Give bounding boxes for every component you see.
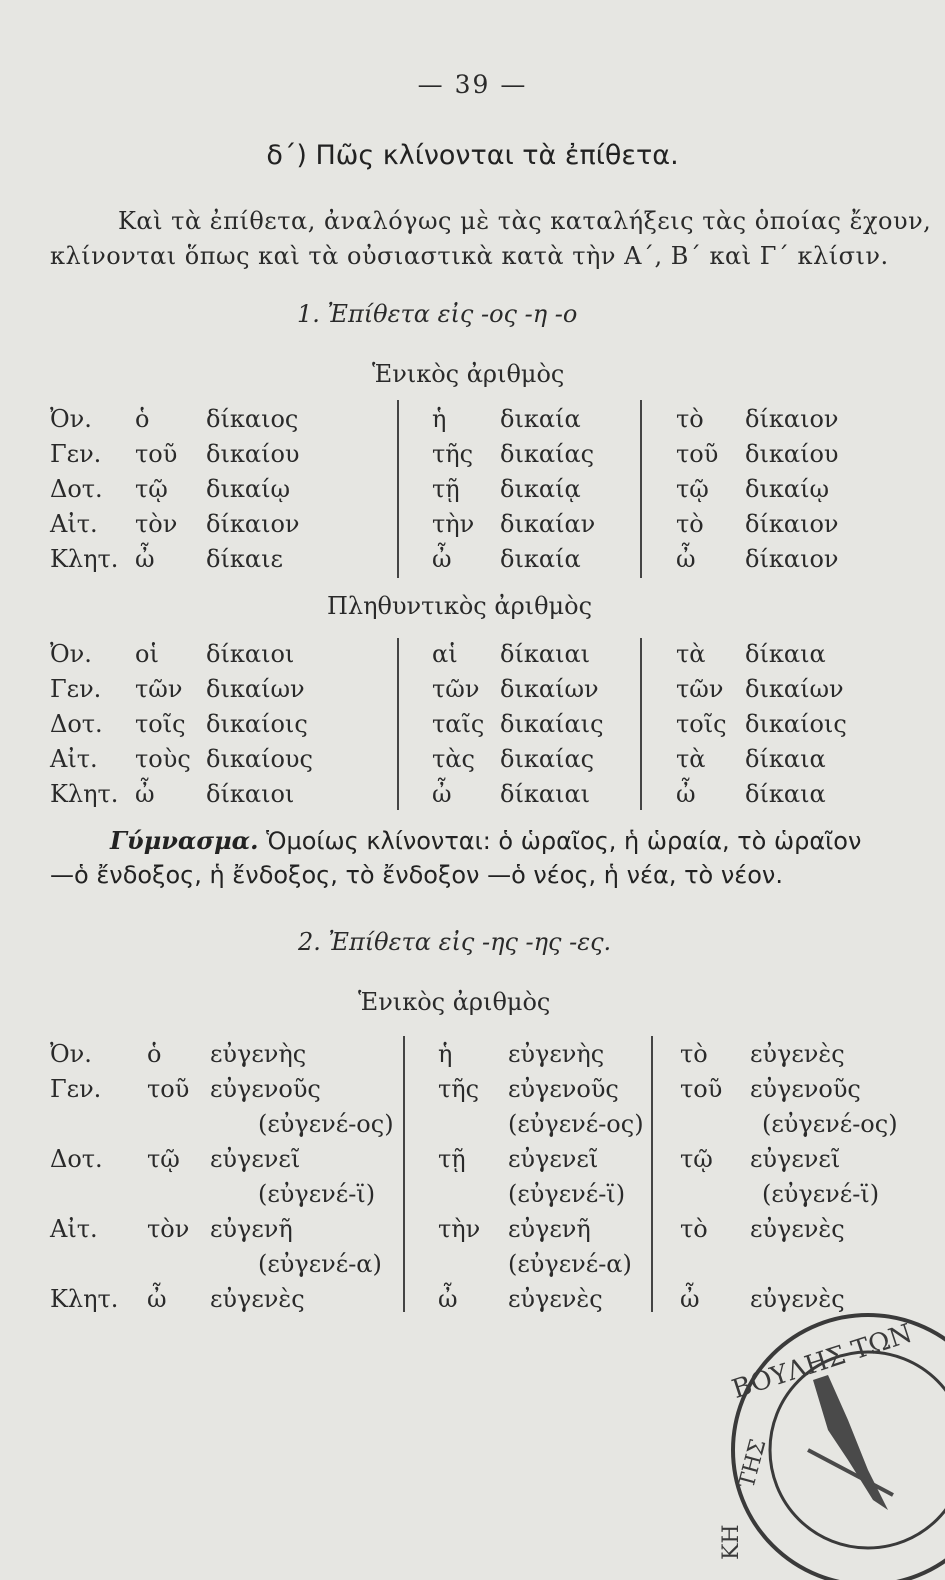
- cell-m_art: τοὺς: [135, 745, 191, 773]
- cell-m: δίκαιος: [206, 405, 299, 433]
- cell-n_art: τὰ: [676, 745, 706, 773]
- cell-n: δίκαιον: [745, 545, 839, 573]
- cell-m: δίκαιον: [206, 510, 300, 538]
- library-stamp: [718, 1300, 945, 1580]
- cell-n: δίκαια: [745, 780, 826, 808]
- cell-m_art: οἱ: [135, 640, 159, 668]
- cell-m: εὐγενῆ: [210, 1215, 293, 1243]
- cell-m_art: τὸν: [147, 1215, 190, 1243]
- cell-m_art: ὦ: [135, 545, 155, 573]
- cell-case: Αἰτ.: [50, 510, 98, 538]
- cell-n: δίκαια: [745, 640, 826, 668]
- cell-n: δικαίοις: [745, 710, 847, 738]
- cell-f: δικαίαις: [500, 710, 604, 738]
- cell-f: εὐγενὲς: [508, 1285, 603, 1313]
- cell-m_art: ὁ: [147, 1040, 162, 1068]
- cell-f: εὐγενῆ: [508, 1215, 591, 1243]
- section1-title: 1. Ἐπίθετα εἰς -ος -η -ο: [297, 300, 578, 328]
- intro-line-1: Καὶ τὰ ἐπίθετα, ἀναλόγως μὲ τὰς καταλήξεις τὰς ὁποίας ἔχουν,: [118, 207, 932, 235]
- cell-m: (εὐγενέ-α): [258, 1250, 382, 1278]
- cell-m_art: ὁ: [135, 405, 150, 433]
- page-number: — 39 —: [417, 70, 528, 99]
- cell-m: (εὐγενέ-ος): [258, 1110, 394, 1138]
- section1-plural-header: Πληθυντικὸς ἀριθμὸς: [327, 592, 593, 620]
- section1-singular-header: Ἑνικὸς ἀριθμὸς: [372, 360, 565, 388]
- cell-n_art: τὸ: [680, 1215, 708, 1243]
- exercise-line-2: —ὁ ἔνδοξος, ἡ ἔνδοξος, τὸ ἔνδοξον —ὁ νέος, ἡ νέα, τὸ νέον.: [50, 861, 783, 889]
- cell-f: δίκαιαι: [500, 640, 591, 668]
- column-divider: [397, 400, 399, 578]
- cell-f_art: τῆς: [432, 440, 474, 468]
- cell-f_art: τῶν: [432, 675, 480, 703]
- cell-f_art: αἱ: [432, 640, 458, 668]
- cell-m: δικαίῳ: [206, 475, 291, 503]
- cell-f: (εὐγενέ-ϊ): [508, 1180, 626, 1208]
- column-divider: [403, 1036, 405, 1312]
- cell-m_art: τοῖς: [135, 710, 186, 738]
- cell-f_art: τὴν: [432, 510, 475, 538]
- cell-f_art: ὦ: [432, 545, 452, 573]
- cell-f_art: ἡ: [438, 1040, 453, 1068]
- cell-n_art: τῶν: [676, 675, 724, 703]
- cell-case: Ὀν.: [50, 1040, 92, 1068]
- column-divider: [651, 1036, 653, 1312]
- cell-f: δικαία: [500, 545, 581, 573]
- cell-m_art: τῶν: [135, 675, 183, 703]
- cell-f: δικαίαν: [500, 510, 596, 538]
- cell-m_art: ὦ: [147, 1285, 167, 1313]
- cell-f: (εὐγενέ-ος): [508, 1110, 644, 1138]
- cell-f: εὐγενοῦς: [508, 1075, 619, 1103]
- cell-m_art: τοῦ: [147, 1075, 190, 1103]
- cell-f: (εὐγενέ-α): [508, 1250, 632, 1278]
- section2-singular-header: Ἑνικὸς ἀριθμὸς: [358, 988, 551, 1016]
- cell-case: Γεν.: [50, 1075, 102, 1103]
- cell-m: εὐγενὲς: [210, 1285, 305, 1313]
- cell-case: Κλητ.: [50, 545, 119, 573]
- cell-m: δικαίοις: [206, 710, 308, 738]
- cell-m: δικαίων: [206, 675, 305, 703]
- cell-n_art: τῷ: [680, 1145, 713, 1173]
- cell-f: εὐγενὴς: [508, 1040, 605, 1068]
- cell-n_art: τὸ: [680, 1040, 708, 1068]
- cell-m: δίκαιε: [206, 545, 283, 573]
- cell-f_art: ὦ: [432, 780, 452, 808]
- cell-n: δικαίων: [745, 675, 844, 703]
- cell-n: (εὐγενέ-ος): [762, 1110, 898, 1138]
- section2-title: 2. Ἐπίθετα εἰς -ης -ης -ες.: [298, 928, 612, 956]
- cell-m: δίκαιοι: [206, 640, 295, 668]
- cell-case: Ὀν.: [50, 405, 92, 433]
- cell-m_art: τῷ: [147, 1145, 180, 1173]
- cell-f_art: τῇ: [432, 475, 460, 503]
- cell-m_art: ὦ: [135, 780, 155, 808]
- cell-n: εὐγενοῦς: [750, 1075, 861, 1103]
- cell-n: δίκαια: [745, 745, 826, 773]
- cell-m_art: τοῦ: [135, 440, 178, 468]
- column-divider: [397, 638, 399, 810]
- cell-m: δίκαιοι: [206, 780, 295, 808]
- column-divider: [640, 638, 642, 810]
- cell-f: δίκαιαι: [500, 780, 591, 808]
- cell-n_art: τοῦ: [680, 1075, 723, 1103]
- cell-m: (εὐγενέ-ϊ): [258, 1180, 376, 1208]
- cell-m_art: τῷ: [135, 475, 168, 503]
- cell-case: Δοτ.: [50, 475, 103, 503]
- cell-n: δίκαιον: [745, 405, 839, 433]
- svg-text:ΤΗΣ: ΤΗΣ: [734, 1436, 772, 1491]
- cell-n: (εὐγενέ-ϊ): [762, 1180, 880, 1208]
- cell-case: Γεν.: [50, 675, 102, 703]
- cell-n: δικαίου: [745, 440, 839, 468]
- section-heading: δ΄) Πῶς κλίνονται τὰ ἐπίθετα.: [266, 140, 679, 171]
- cell-case: Αἰτ.: [50, 1215, 98, 1243]
- cell-case: Γεν.: [50, 440, 102, 468]
- cell-m: δικαίου: [206, 440, 300, 468]
- cell-f: δικαίας: [500, 745, 595, 773]
- cell-case: Αἰτ.: [50, 745, 98, 773]
- cell-f: δικαίας: [500, 440, 595, 468]
- cell-m: εὐγενοῦς: [210, 1075, 321, 1103]
- cell-n_art: τοῦ: [676, 440, 719, 468]
- cell-m: δικαίους: [206, 745, 313, 773]
- cell-case: Κλητ.: [50, 1285, 119, 1313]
- cell-n_art: ὦ: [680, 1285, 700, 1313]
- cell-n_art: τὸ: [676, 510, 704, 538]
- cell-case: Δοτ.: [50, 1145, 103, 1173]
- svg-text:ΚΗ: ΚΗ: [719, 1524, 744, 1560]
- cell-case: Κλητ.: [50, 780, 119, 808]
- cell-f: δικαίᾳ: [500, 475, 581, 503]
- cell-m: εὐγενὴς: [210, 1040, 307, 1068]
- cell-n_art: τὸ: [676, 405, 704, 433]
- cell-m: εὐγενεῖ: [210, 1145, 301, 1173]
- cell-f_art: ταῖς: [432, 710, 485, 738]
- cell-f_art: τῇ: [438, 1145, 466, 1173]
- cell-f_art: ἡ: [432, 405, 447, 433]
- cell-f_art: ὦ: [438, 1285, 458, 1313]
- cell-m_art: τὸν: [135, 510, 178, 538]
- cell-n_art: τὰ: [676, 640, 706, 668]
- cell-f_art: τῆς: [438, 1075, 480, 1103]
- exercise-text-1: Ὁμοίως κλίνονται: ὁ ὡραῖος, ἡ ὡραία, τὸ ὡραῖον: [266, 827, 862, 855]
- column-divider: [640, 400, 642, 578]
- cell-n: εὐγενὲς: [750, 1285, 845, 1313]
- cell-n_art: τῷ: [676, 475, 709, 503]
- exercise-label: Γύμνασμα.: [110, 826, 259, 855]
- cell-n: δικαίῳ: [745, 475, 830, 503]
- cell-f: δικαίων: [500, 675, 599, 703]
- cell-f: δικαία: [500, 405, 581, 433]
- cell-f_art: τὰς: [432, 745, 475, 773]
- svg-text:ΒΟΥΛΗΣ ΤΩΝ: ΒΟΥΛΗΣ ΤΩΝ: [728, 1318, 916, 1406]
- cell-n: εὐγενὲς: [750, 1215, 845, 1243]
- cell-case: Ὀν.: [50, 640, 92, 668]
- cell-n_art: τοῖς: [676, 710, 727, 738]
- exercise-line-1: [110, 826, 861, 855]
- cell-n_art: ὦ: [676, 780, 696, 808]
- cell-n: δίκαιον: [745, 510, 839, 538]
- cell-f: εὐγενεῖ: [508, 1145, 599, 1173]
- cell-case: Δοτ.: [50, 710, 103, 738]
- cell-n: εὐγενεῖ: [750, 1145, 841, 1173]
- cell-n_art: ὦ: [676, 545, 696, 573]
- cell-f_art: τὴν: [438, 1215, 481, 1243]
- intro-line-2: κλίνονται ὅπως καὶ τὰ οὐσιαστικὰ κατὰ τὴν Α΄, Β΄ καὶ Γ΄ κλίσιν.: [50, 242, 889, 270]
- cell-n: εὐγενὲς: [750, 1040, 845, 1068]
